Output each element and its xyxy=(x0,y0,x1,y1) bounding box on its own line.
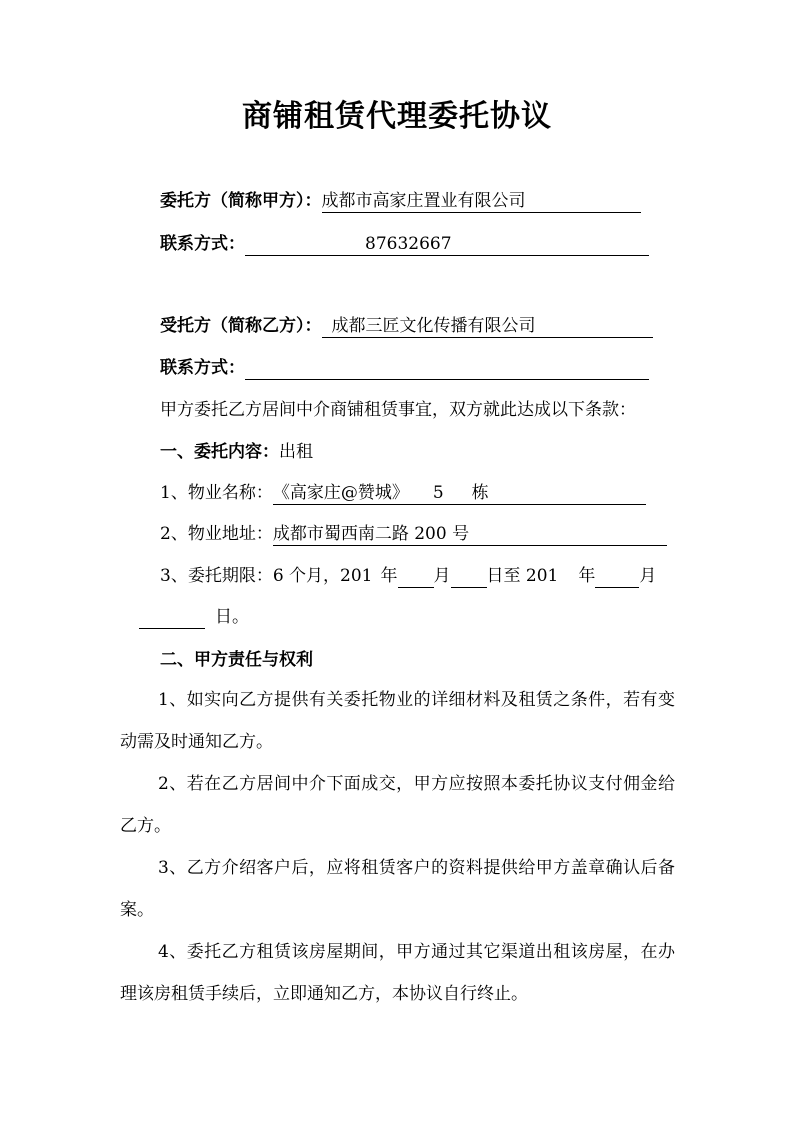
section1-item3-line xyxy=(160,564,656,588)
item2-label: 2、物业地址： xyxy=(160,524,273,544)
section2-paragraph: 1、如实向乙方提供有关委托物业的详细材料及租赁之条件，若有变动需及时通知乙方。 xyxy=(120,690,675,752)
party-a-line xyxy=(160,189,641,213)
section2-paragraph: 4、委托乙方租赁该房屋期间，甲方通过其它渠道出租该房屋，在办理该房租赁手续后，立即通知乙方，本协议自行终止。 xyxy=(120,942,675,1004)
section1-heading-line xyxy=(160,440,313,464)
item3-label: 3、委托期限： xyxy=(160,566,273,586)
party-a-contact-field xyxy=(245,234,649,256)
party-a-label: 委托方（简称甲方）： xyxy=(160,191,322,211)
item3-month1: 月 xyxy=(433,566,451,586)
party-b-name-field xyxy=(322,316,653,338)
party-a-contact-value: 87632667 xyxy=(365,234,452,254)
section1-item3-cont-line xyxy=(139,605,249,629)
item3-day1-blank xyxy=(451,587,487,588)
item3-duration: 6 个月，201 xyxy=(272,566,373,586)
item3-day-to: 日至 201 xyxy=(486,566,559,586)
item1-name: 《高家庄@赞城》 xyxy=(272,483,409,503)
party-b-line xyxy=(160,314,653,338)
item3-month1-blank xyxy=(398,587,434,588)
section1-heading: 一、委托内容： xyxy=(160,442,279,462)
item1-field xyxy=(273,483,646,505)
section2-paragraph: 2、若在乙方居间中介下面成交，甲方应按照本委托协议支付佣金给乙方。 xyxy=(120,774,675,836)
party-b-label: 受托方（简称乙方）： xyxy=(160,316,322,336)
item2-field xyxy=(273,524,667,546)
party-a-name-field xyxy=(322,191,641,213)
section1-item1-line xyxy=(160,481,646,505)
item3-day-end: 日。 xyxy=(215,607,249,627)
party-a-contact-line xyxy=(160,232,649,256)
party-a-name: 成都市高家庄置业有限公司 xyxy=(321,191,526,211)
party-b-name: 成都三匠文化传播有限公司 xyxy=(331,316,536,336)
item3-month2-blank xyxy=(595,587,639,588)
item1-number: 5 xyxy=(432,483,444,503)
section2-paragraph: 3、乙方介绍客户后，应将租赁客户的资料提供给甲方盖章确认后备案。 xyxy=(120,858,675,920)
item3-month2: 月 xyxy=(639,566,657,586)
item2-value: 成都市蜀西南二路 200 号 xyxy=(272,524,470,544)
party-a-contact-label: 联系方式： xyxy=(160,234,245,254)
item1-unit: 栋 xyxy=(471,483,489,503)
item3-year2: 年 xyxy=(578,566,596,586)
item3-day2-blank xyxy=(139,628,205,629)
document-title: 商铺租赁代理委托协议 xyxy=(242,99,552,134)
item3-year1: 年 xyxy=(380,566,398,586)
section2-heading: 二、甲方责任与权利 xyxy=(160,650,313,670)
item1-label: 1、物业名称： xyxy=(160,483,273,503)
party-b-contact-field xyxy=(245,379,649,380)
party-b-contact-label: 联系方式： xyxy=(160,358,245,378)
intro-line: 甲方委托乙方居间中介商铺租赁事宜，双方就此达成以下条款： xyxy=(160,400,636,420)
party-b-contact-line xyxy=(160,356,649,380)
section1-item2-line xyxy=(160,522,667,546)
section1-heading-value: 出租 xyxy=(279,442,313,462)
